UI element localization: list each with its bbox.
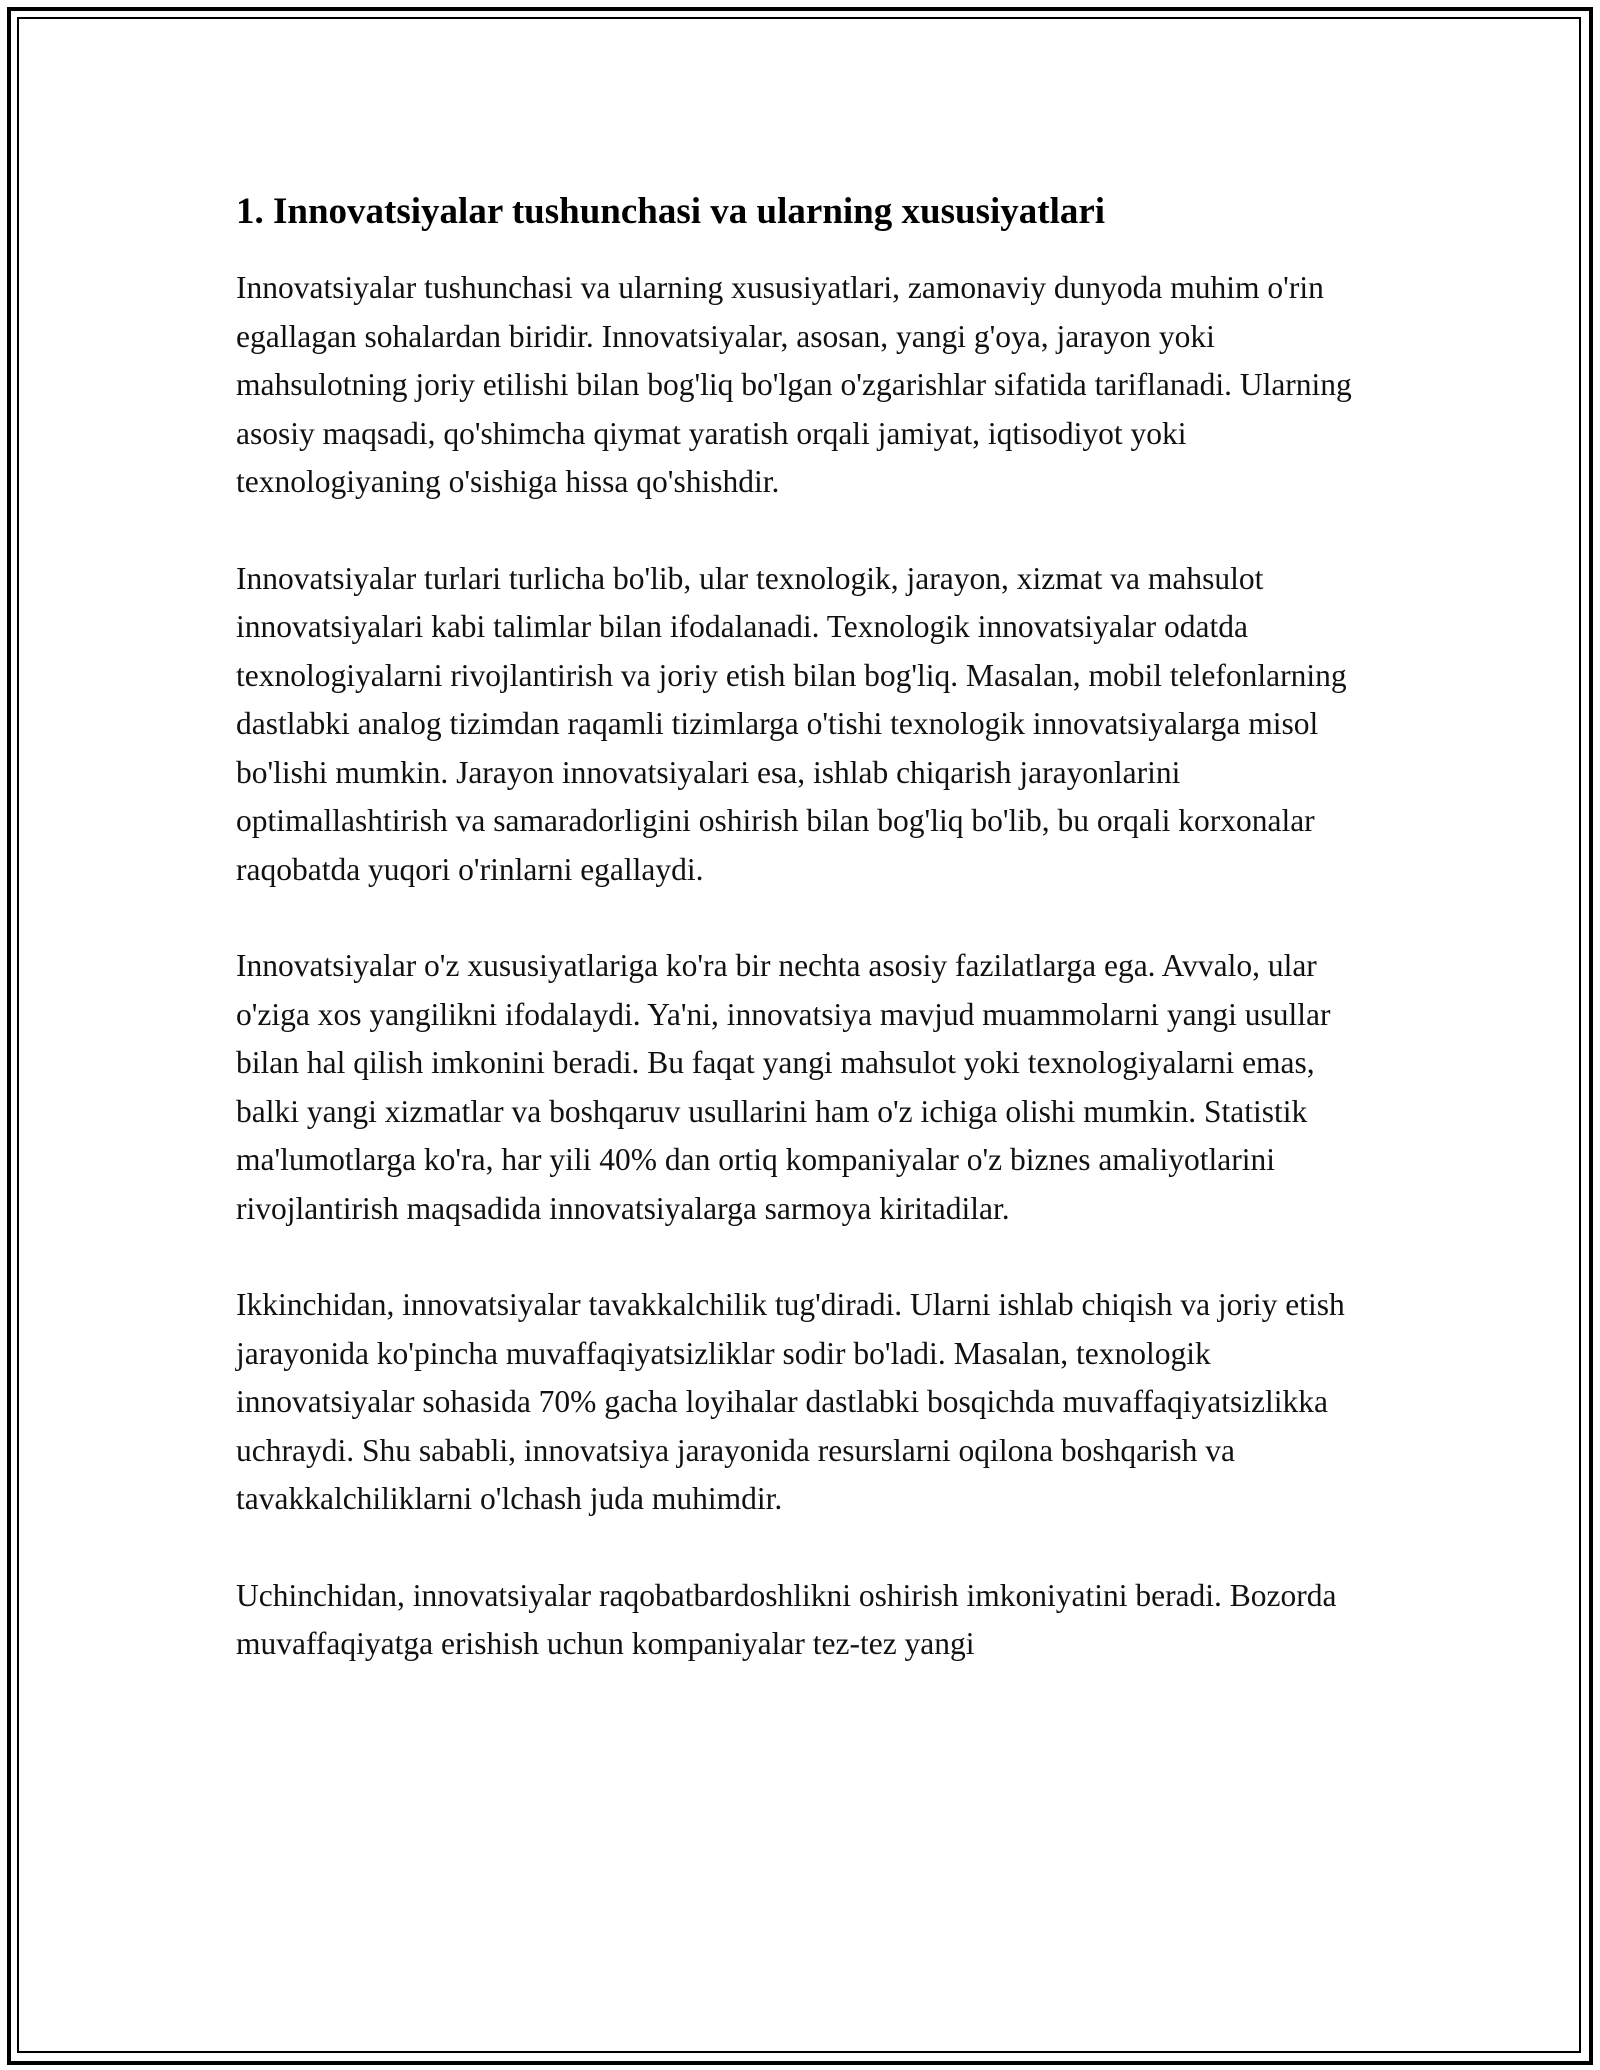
paragraph-3: Innovatsiyalar o'z xususiyatlariga ko'ra bir nechta asosiy fazilatlarga ega. Avvalo, ular o'ziga xos yangilikni ifodalaydi. Ya'ni, innovatsiya mavjud muammolarni yangi usullar bilan hal qilish imkonini beradi. Bu faqat yangi mahsulot yoki texnologiyalarni emas, balki yangi xizmatlar va boshqaruv usullarini ham o'z ichiga olishi mumkin. Statistik ma'lumotlarga ko'ra, har yili 40% dan ortiq kompaniyalar o'z biznes amaliyotlarini rivojlantirish maqsadida innovatsiyalarga sarmoya kiritadilar. [236,948,1331,1226]
paragraph-1: Innovatsiyalar tushunchasi va ularning xususiyatlari, zamonaviy dunyoda muhim o'rin egallagan sohalardan biridir. Innovatsiyalar, asosan, yangi g'oya, jarayon yoki mahsulotning joriy etilishi bilan bog'liq bo'lgan o'zgarishlar sifatida tariflanadi. Ularning asosiy maqsadi, qo'shimcha qiymat yaratish orqali jamiyat, iqtisodiyot yoki texnologiyaning o'sishiga hissa qo'shishdir. [236,270,1352,499]
paragraph-5: Uchinchidan, innovatsiyalar raqobatbardoshlikni oshirish imkoniyatini beradi. Bozorda muvaffaqiyatga erishish uchun kompaniyalar tez-tez yangi [236,1577,1337,1661]
section-heading: 1. Innovatsiyalar tushunchasi va ularning xususiyatlari [236,191,1106,232]
paragraph-4: Ikkinchidan, innovatsiyalar tavakkalchilik tug'diradi. Ularni ishlab chiqish va joriy etish jarayonida ko'pincha muvaffaqiyatsizliklar sodir bo'ladi. Masalan, texnologik innovatsiyalar sohasida 70% gacha loyihalar dastlabki bosqichda muvaffaqiyatsizlikka uchraydi. Shu sababli, innovatsiya jarayonida resurslarni oqilona boshqarish va tavakkalchiliklarni o'lchash juda muhimdir. [236,1287,1345,1516]
document-body [236,186,1366,1717]
paragraph-2: Innovatsiyalar turlari turlicha bo'lib, ular texnologik, jarayon, xizmat va mahsulot innovatsiyalari kabi talimlar bilan ifodalanadi. Texnologik innovatsiyalar odatda texnologiyalarni rivojlantirish va joriy etish bilan bog'liq. Masalan, mobil telefonlarning dastlabki analog tizimdan raqamli tizimlarga o'tishi texnologik innovatsiyalarga misol bo'lishi mumkin. Jarayon innovatsiyalari esa, ishlab chiqarish jarayonlarini optimallashtirish va samaradorligini oshirish bilan bog'liq bo'lib, bu orqali korxonalar raqobatda yuqori o'rinlarni egallaydi. [236,560,1347,887]
